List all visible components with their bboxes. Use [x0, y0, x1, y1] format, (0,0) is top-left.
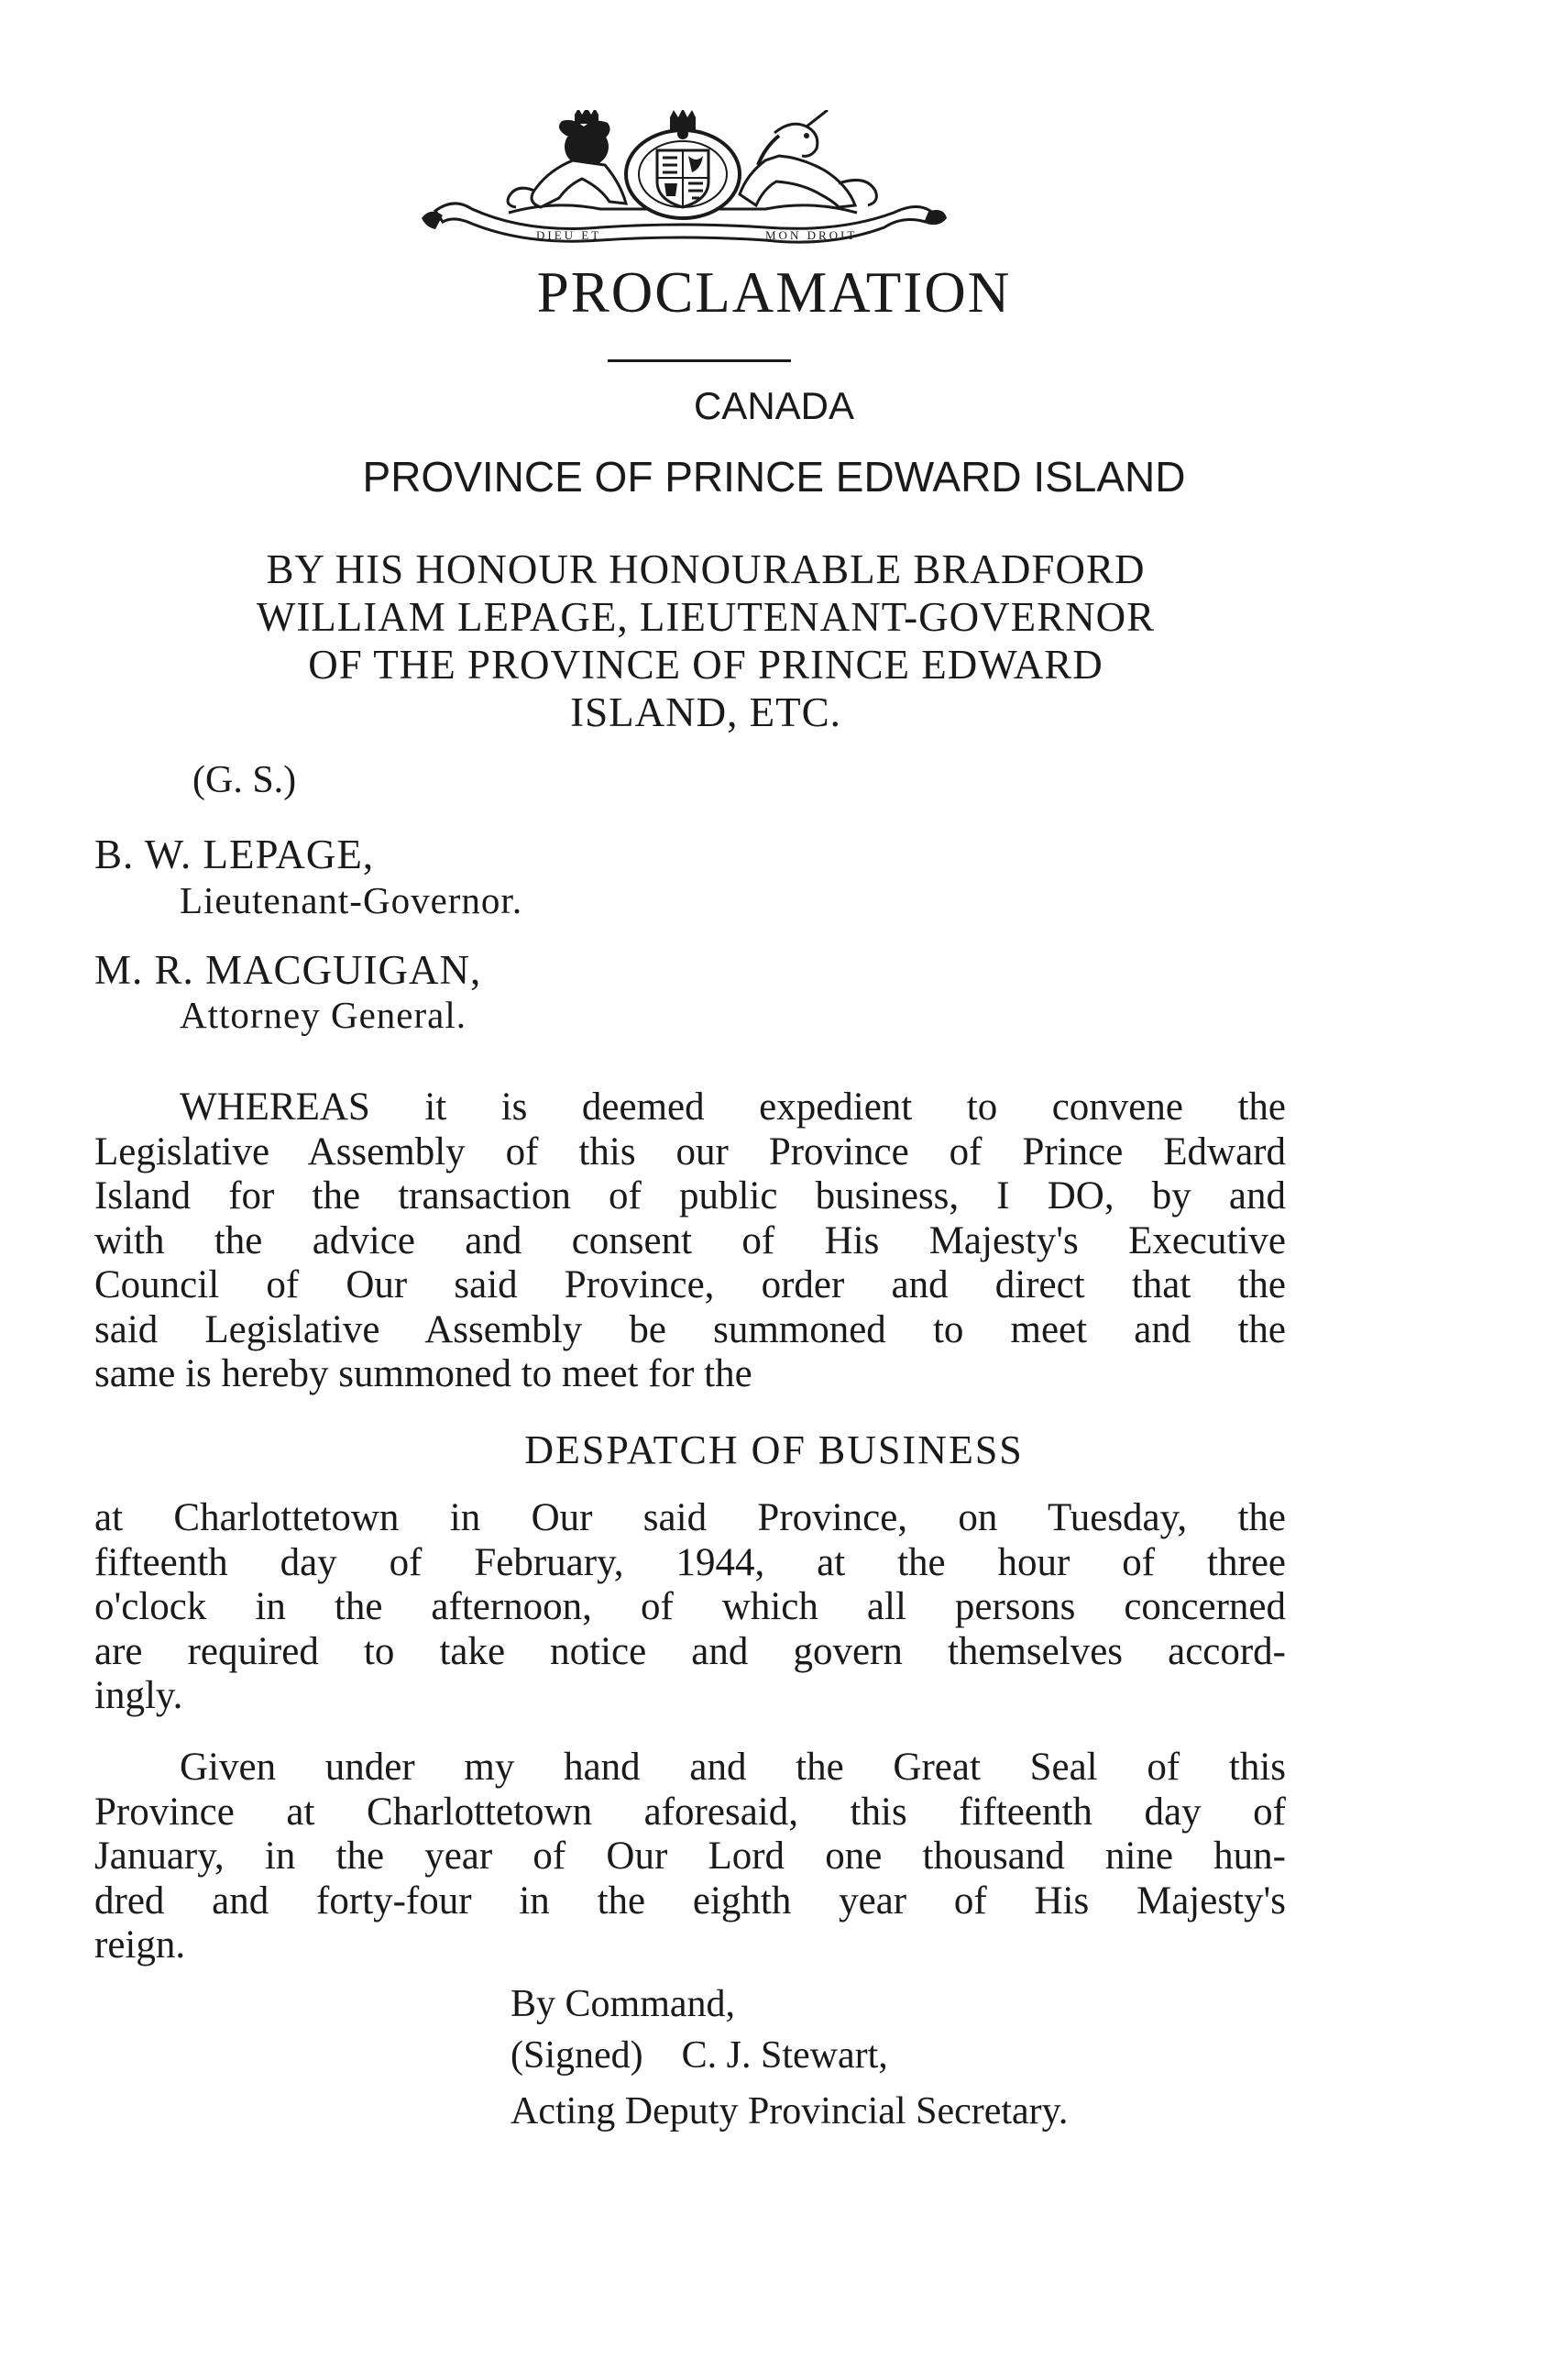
paragraph-line: o'clock in the afternoon, of which all persons concerned: [94, 1585, 1286, 1628]
royal-coat-of-arms-icon: [417, 110, 949, 257]
secretary-name: C. J. Stewart,: [681, 2034, 888, 2077]
paragraph-line: same is hereby summoned to meet for the: [94, 1352, 752, 1395]
authority-line: WILLIAM LEPAGE, LIEUTENANT-GOVERNOR: [256, 594, 1156, 640]
paragraph-line: Given under my hand and the Great Seal of this: [180, 1746, 1286, 1789]
by-command-line: By Command,: [511, 1983, 736, 2025]
signed-label: (Signed): [511, 2034, 643, 2077]
given-under-paragraph: [94, 1746, 1286, 1968]
whereas-paragraph: [94, 1085, 1286, 1397]
signatory-title-attorney-general: Attorney General.: [180, 994, 467, 1036]
paragraph-line: Council of Our said Province, order and direct that the: [94, 1263, 1286, 1306]
page-title: PROCLAMATION: [536, 260, 1012, 325]
motto-right-text: MON DROIT: [765, 228, 858, 242]
signed-line: [511, 2036, 888, 2075]
section-heading: DESPATCH OF BUSINESS: [524, 1427, 1024, 1472]
paragraph-line: at Charlottetown in Our said Province, on Tuesday, the: [94, 1496, 1286, 1539]
authority-line: ISLAND, ETC.: [570, 689, 841, 735]
motto-left-text: DIEU ET: [536, 228, 602, 242]
paragraph-line: dred and forty-four in the eighth year of His Majesty's: [94, 1879, 1286, 1923]
meeting-paragraph: [94, 1496, 1286, 1719]
subtitle-province: PROVINCE OF PRINCE EDWARD ISLAND: [362, 453, 1186, 501]
lion-supporter-icon: [508, 110, 626, 207]
authority-line: BY HIS HONOUR HONOURABLE BRADFORD: [266, 546, 1146, 592]
paragraph-line: Legislative Assembly of this our Province of Prince Edward: [94, 1129, 1286, 1173]
unicorn-supporter-icon: [740, 110, 876, 207]
paragraph-line: with the advice and consent of His Majesty's Executive: [94, 1218, 1286, 1262]
shield-garter-icon: [626, 110, 740, 218]
paragraph-line: Island for the transaction of public business, I DO, by and: [94, 1174, 1286, 1218]
paragraph-line: said Legislative Assembly be summoned to meet and the: [94, 1307, 1286, 1351]
paragraph-line: are required to take notice and govern themselves accord-: [94, 1629, 1286, 1673]
signatory-name-lieutenant-governor: B. W. LEPAGE,: [94, 832, 375, 877]
secretary-title: Acting Deputy Provincial Secretary.: [511, 2090, 1069, 2132]
great-seal-mark: (G. S.): [192, 759, 297, 801]
signatory-title-lieutenant-governor: Lieutenant-Governor.: [180, 879, 523, 921]
paragraph-line: ingly.: [94, 1674, 183, 1717]
subtitle-country: CANADA: [693, 384, 855, 427]
authority-line: OF THE PROVINCE OF PRINCE EDWARD: [308, 642, 1103, 688]
authority-block: [137, 545, 1274, 736]
paragraph-line: fifteenth day of February, 1944, at the hour of three: [94, 1540, 1286, 1584]
paragraph-line: Province at Charlottetown aforesaid, this fifteenth day of: [94, 1790, 1286, 1834]
signatory-name-attorney-general: M. R. MACGUIGAN,: [94, 947, 482, 993]
paragraph-line: reign.: [94, 1923, 186, 1967]
title-divider: [608, 359, 791, 362]
paragraph-line: WHEREAS it is deemed expedient to convene the: [180, 1085, 1286, 1129]
paragraph-line: January, in the year of Our Lord one thousand nine hun-: [94, 1835, 1286, 1878]
